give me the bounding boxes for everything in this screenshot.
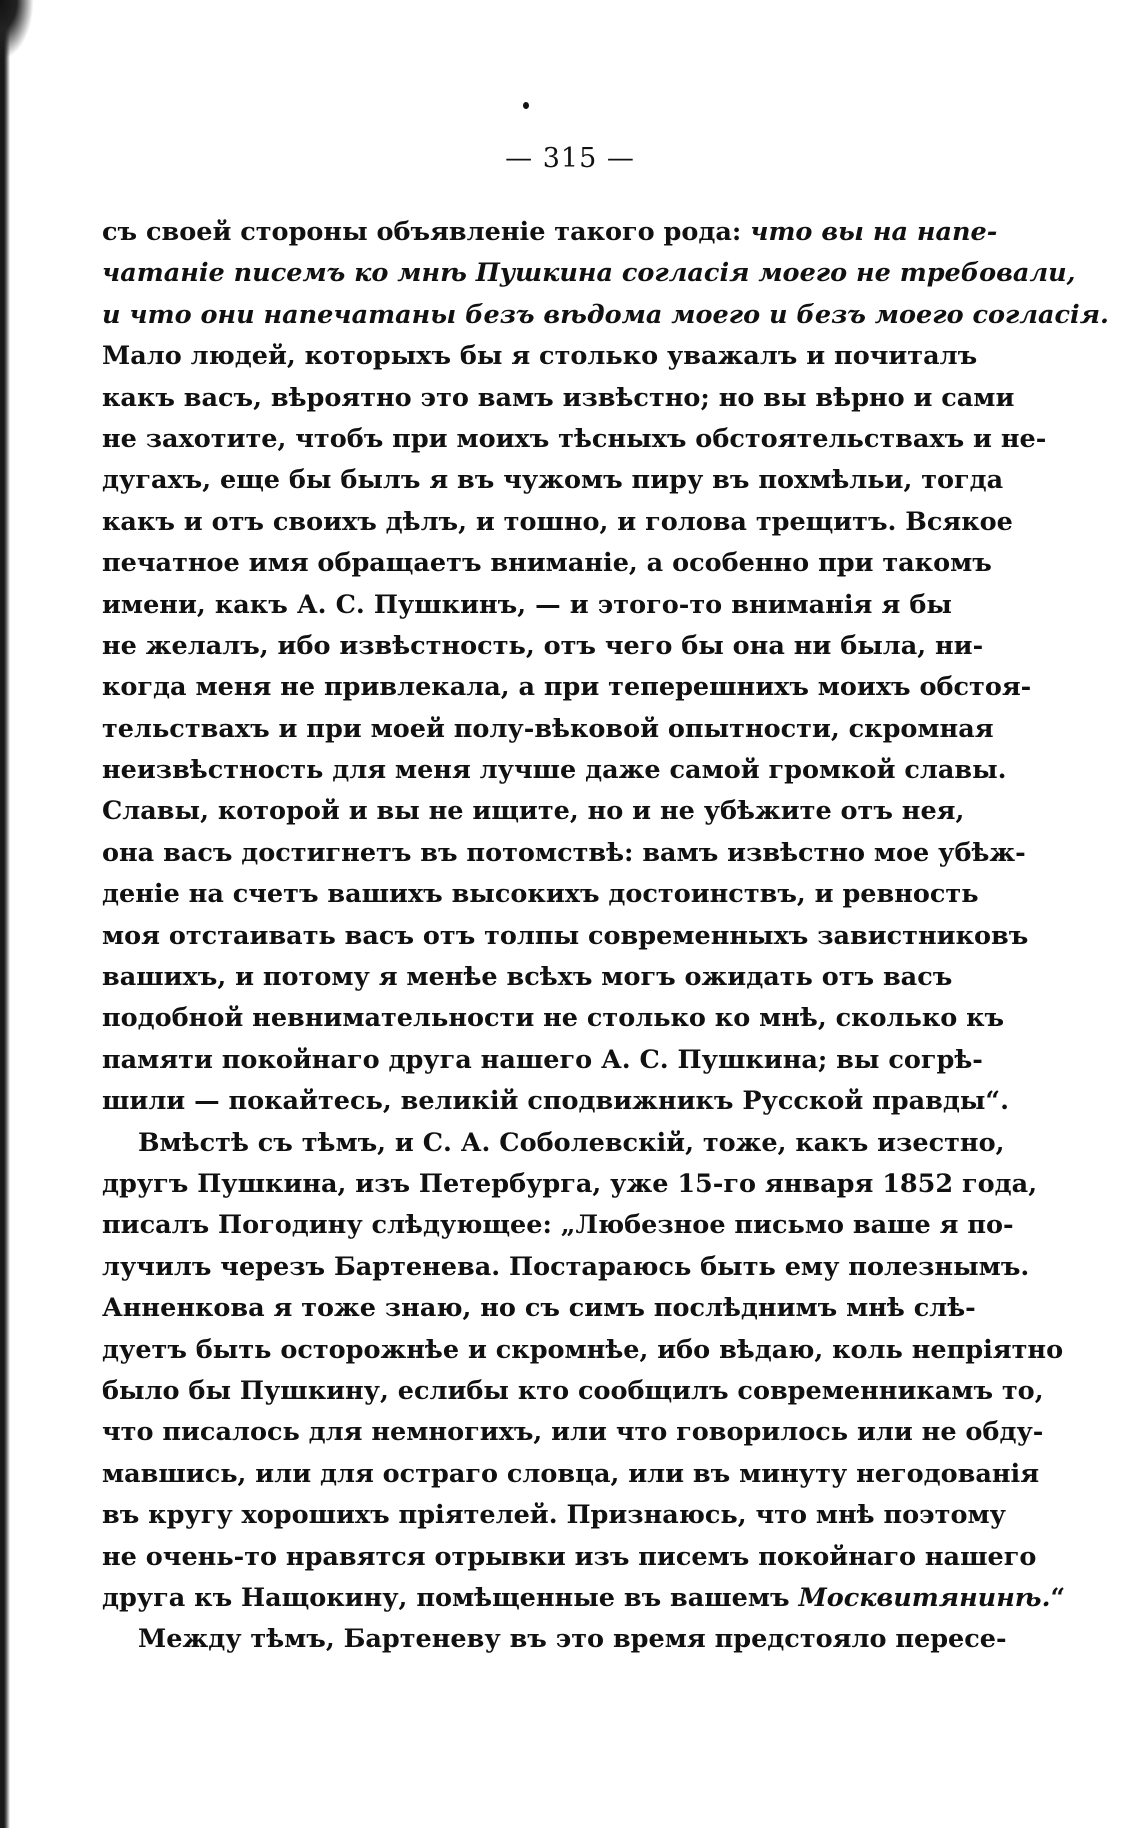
- text-line: [102, 1081, 1009, 1122]
- text-line: [102, 585, 952, 626]
- text-line-roman: мавшись, или для остраго словца, или въ минуту негодованія: [102, 1458, 1040, 1489]
- text-line-roman: памяти покойнаго друга нашего А. С. Пушкина; вы согрѣ-: [102, 1044, 983, 1075]
- text-line: [102, 957, 952, 998]
- text-line: [102, 626, 984, 667]
- text-line-roman: другъ Пушкина, изъ Петербурга, уже 15-го января 1852 года,: [102, 1168, 1038, 1199]
- text-line: [102, 1040, 983, 1081]
- text-line: [102, 1619, 1007, 1660]
- text-line-roman: имени, какъ А. С. Пушкинъ, — и этого-то вниманія я бы: [102, 589, 952, 620]
- text-line-roman: что писалось для немногихъ, или что говорилось или не обду-: [102, 1417, 1044, 1448]
- text-line-roman: Славы, которой и вы не ищите, но и не убѣжите отъ нея,: [102, 796, 965, 827]
- text-line: [102, 336, 978, 377]
- text-line: [102, 460, 1004, 501]
- text-line: [102, 750, 1007, 791]
- text-line: [102, 1288, 976, 1329]
- text-line: [102, 1247, 1030, 1288]
- text-line-roman: она васъ достигнетъ въ потомствѣ: вамъ извѣстно мое убѣж-: [102, 837, 1026, 868]
- text-line: [102, 212, 998, 253]
- text-line-roman: съ своей стороны объявленіе такого рода:: [102, 217, 751, 247]
- text-line: [102, 1330, 1064, 1371]
- text-line: [102, 833, 1026, 874]
- text-line-italic: чатаніе писемъ ко мнѣ Пушкина согласія моего не требовали,: [102, 258, 1076, 289]
- text-line-roman: печатное имя обращаетъ вниманіе, а особенно при такомъ: [102, 548, 992, 579]
- text-line-roman: не очень-то нравятся отрывки изъ писемъ покойнаго нашего: [102, 1541, 1037, 1572]
- text-line-roman: Анненкова я тоже знаю, но съ симъ послѣднимъ мнѣ слѣ-: [102, 1293, 976, 1324]
- text-line-roman: когда меня не привлекала, а при теперешнихъ моихъ обстоя-: [102, 672, 1032, 703]
- text-line: [102, 791, 965, 832]
- text-line: [102, 378, 1015, 419]
- scan-binding-edge: [0, 0, 10, 1828]
- scan-ink-dot: [523, 102, 529, 109]
- text-line-roman: вашихъ, и потому я менѣе всѣхъ могъ ожидать отъ васъ: [102, 962, 953, 993]
- text-line-roman: лучилъ черезъ Бартенева. Постараюсь быть ему полезнымъ.: [102, 1251, 1030, 1282]
- text-line: [102, 1578, 1066, 1619]
- text-line-roman: какъ васъ, вѣроятно это вамъ извѣстно; но вы вѣрно и сами: [102, 382, 1015, 413]
- text-line: [102, 1412, 1044, 1453]
- text-line: [102, 916, 1029, 957]
- text-line-roman: не захотите, чтобъ при моихъ тѣсныхъ обстоятельствахъ и не-: [102, 423, 1047, 454]
- text-line-roman: какъ и отъ своихъ дѣлъ, и тошно, и голова трещитъ. Всякое: [102, 506, 1013, 537]
- text-line-roman: деніе на счетъ вашихъ высокихъ достоинствъ, и ревность: [102, 879, 979, 910]
- page-number: — 315 —: [505, 143, 635, 174]
- text-line-roman: не желалъ, ибо извѣстность, отъ чего бы она ни была, ни-: [102, 630, 984, 661]
- text-line-roman: Между тѣмъ, Бартеневу въ это время предстояло пересе-: [138, 1624, 1007, 1655]
- text-line: [102, 1371, 1044, 1412]
- text-line: [102, 1123, 1005, 1164]
- text-line-roman: дугахъ, еще бы былъ я въ чужомъ пиру въ похмѣльи, тогда: [102, 465, 1004, 496]
- text-line-roman: шили — покайтесь, великій сподвижникъ Русской правды“.: [102, 1086, 1009, 1117]
- scan-corner-mark: [0, 0, 34, 60]
- text-line-italic: Москвитянинѣ.: [798, 1582, 1051, 1613]
- text-line: [102, 667, 1032, 708]
- body-text: [102, 212, 1109, 1661]
- text-line: [102, 543, 992, 584]
- text-line: [102, 1205, 1014, 1246]
- text-line: [102, 419, 1047, 460]
- text-line-roman: моя отстаивать васъ отъ толпы современныхъ завистниковъ: [102, 920, 1029, 951]
- text-line-roman: писалъ Погодину слѣдующее: „Любезное письмо ваше я по-: [102, 1210, 1014, 1241]
- text-line-roman: дуетъ быть осторожнѣе и скромнѣе, ибо вѣдаю, коль непріятно: [102, 1334, 1064, 1365]
- text-line-italic: что вы на напе-: [750, 217, 998, 247]
- text-line-roman: было бы Пушкину, еслибы кто сообщилъ современникамъ то,: [102, 1375, 1044, 1406]
- text-line: [102, 709, 994, 750]
- text-line: [102, 1164, 1038, 1205]
- text-line-roman: тельствахъ и при моей полу-вѣковой опытности, скромная: [102, 713, 994, 744]
- text-line-italic: и что они напечатаны безъ вѣдома моего и безъ моего согласія.: [102, 299, 1109, 330]
- text-line-roman: неизвѣстность для меня лучше даже самой громкой славы.: [102, 755, 1007, 786]
- text-line: [102, 998, 1005, 1039]
- text-line-roman: Мало людей, которыхъ бы я столько уважалъ и почиталъ: [102, 341, 978, 372]
- text-line-roman: Вмѣстѣ съ тѣмъ, и С. А. Соболевскій, тоже, какъ изестно,: [138, 1127, 1005, 1158]
- text-line: [102, 295, 1109, 336]
- text-line-roman: подобной невнимательности не столько ко мнѣ, сколько къ: [102, 1003, 1005, 1034]
- text-line: [102, 1454, 1040, 1495]
- text-line: [102, 874, 979, 915]
- text-line-suffix: “: [1050, 1582, 1066, 1613]
- text-line: [102, 1537, 1037, 1578]
- text-line: [102, 1495, 1006, 1536]
- text-line-roman: друга къ Нащокину, помѣщенные въ вашемъ: [102, 1582, 799, 1613]
- text-line: [102, 253, 1076, 294]
- text-line-roman: въ кругу хорошихъ пріятелей. Признаюсь, что мнѣ поэтому: [102, 1500, 1006, 1531]
- text-line: [102, 502, 1013, 543]
